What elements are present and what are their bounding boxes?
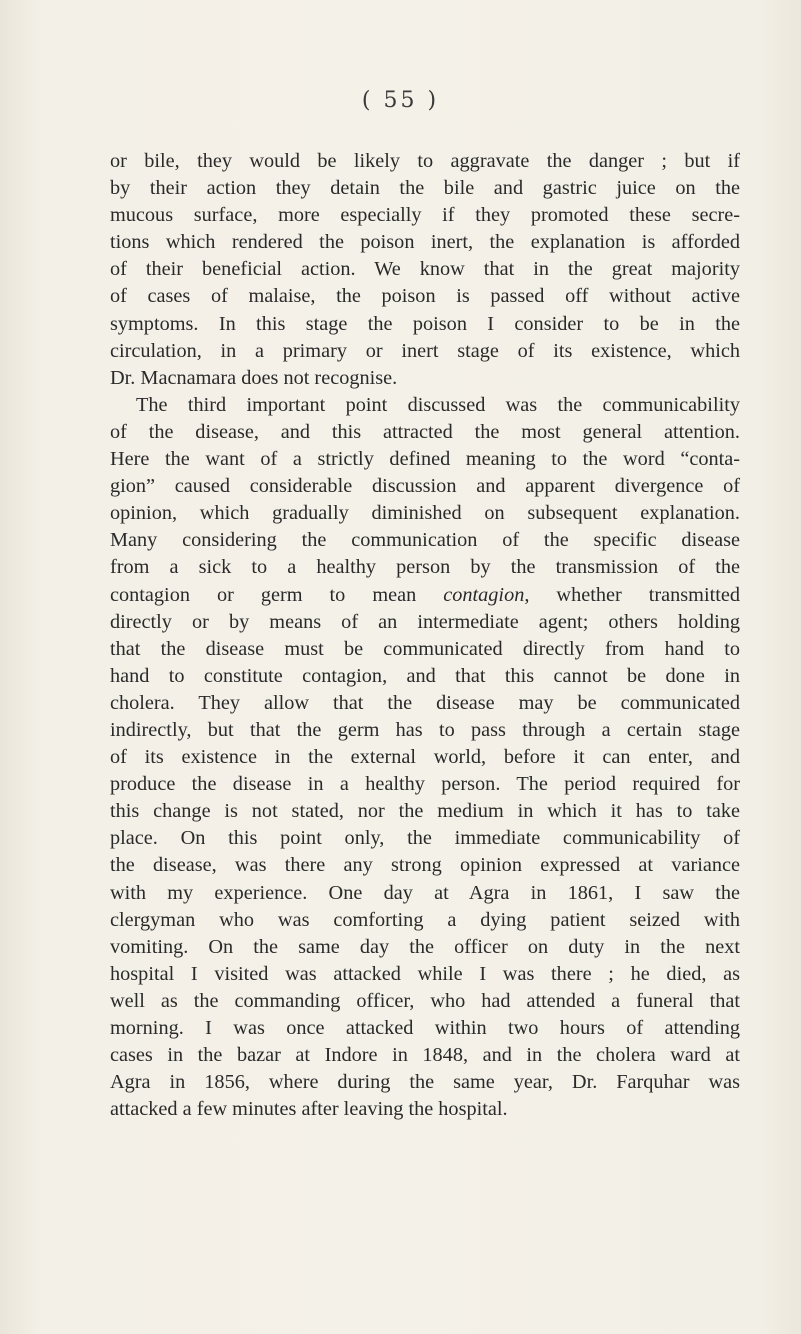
text-line: Agra in 1856, where during the same year, Dr. Farquhar was	[110, 1071, 740, 1094]
text-line: the disease, was there any strong opinion expressed at variance	[110, 854, 740, 877]
italic-term: contagion	[443, 583, 525, 606]
text-line: with my experience. One day at Agra in 1861, I saw the	[110, 881, 740, 904]
paragraph-1	[110, 148, 740, 392]
page-number: ( 55 )	[361, 88, 440, 113]
text-line: The third important point discussed was the communicability	[136, 393, 740, 416]
text-line: hand to constitute contagion, and that this cannot be done in	[110, 664, 740, 687]
text-line: or bile, they would be likely to aggravate the danger ; but if	[110, 150, 740, 172]
text-line: morning. I was once attacked within two hours of attending	[110, 1017, 740, 1039]
text-line: cholera. They allow that the disease may be communicated	[110, 691, 740, 714]
text-line: vomiting. On the same day the officer on duty in the next	[110, 935, 740, 958]
paragraph-2	[110, 392, 740, 1124]
text-line: clergyman who was comforting a dying patient seized with	[110, 908, 740, 931]
text-line: Dr. Macnamara does not recognise.	[110, 366, 398, 389]
text-line: Many considering the communication of the specific disease	[110, 529, 740, 552]
body-text	[110, 148, 740, 1123]
text-line: of its existence in the external world, before it can enter, and	[110, 746, 740, 769]
text-line: that the disease must be communicated directly from hand to	[110, 637, 740, 660]
text-line: indirectly, but that the germ has to pass through a certain stage	[110, 718, 740, 741]
text-line: gion” caused considerable discussion and apparent divergence of	[110, 475, 740, 498]
text-line: this change is not stated, nor the medium in which it has to take	[110, 800, 740, 823]
text-line: produce the disease in a healthy person. The period required for	[110, 773, 740, 796]
text-line: tions which rendered the poison inert, the explanation is afforded	[110, 231, 740, 254]
text-line: from a sick to a healthy person by the transmission of the	[110, 556, 740, 579]
text-line: mucous surface, more especially if they promoted these secre-	[110, 204, 740, 227]
text-line-with-italic	[110, 582, 740, 609]
text-line: attacked a few minutes after leaving the hospital.	[110, 1098, 508, 1121]
text-line: of cases of malaise, the poison is passed off without active	[110, 285, 740, 308]
text-line: Here the want of a strictly defined meaning to the word “conta-	[110, 448, 740, 471]
text-line: circulation, in a primary or inert stage of its existence, which	[110, 339, 740, 362]
text-line: of their beneficial action. We know that in the great majority	[110, 258, 740, 281]
text-segment: contagion or germ to mean	[110, 583, 444, 606]
text-line: hospital I visited was attacked while I was there ; he died, as	[110, 962, 740, 985]
text-segment: , whether transmitted	[524, 583, 740, 606]
text-line: opinion, which gradually diminished on subsequent explanation.	[110, 502, 740, 525]
text-line: of the disease, and this attracted the most general attention.	[110, 420, 740, 443]
text-line: by their action they detain the bile and gastric juice on the	[110, 177, 740, 200]
text-line: cases in the bazar at Indore in 1848, and in the cholera ward at	[110, 1044, 740, 1067]
text-line: symptoms. In this stage the poison I consider to be in the	[110, 312, 740, 335]
text-line: well as the commanding officer, who had attended a funeral that	[110, 989, 740, 1012]
text-line: directly or by means of an intermediate agent; others holding	[110, 610, 740, 633]
text-line: place. On this point only, the immediate communicability of	[110, 827, 740, 850]
